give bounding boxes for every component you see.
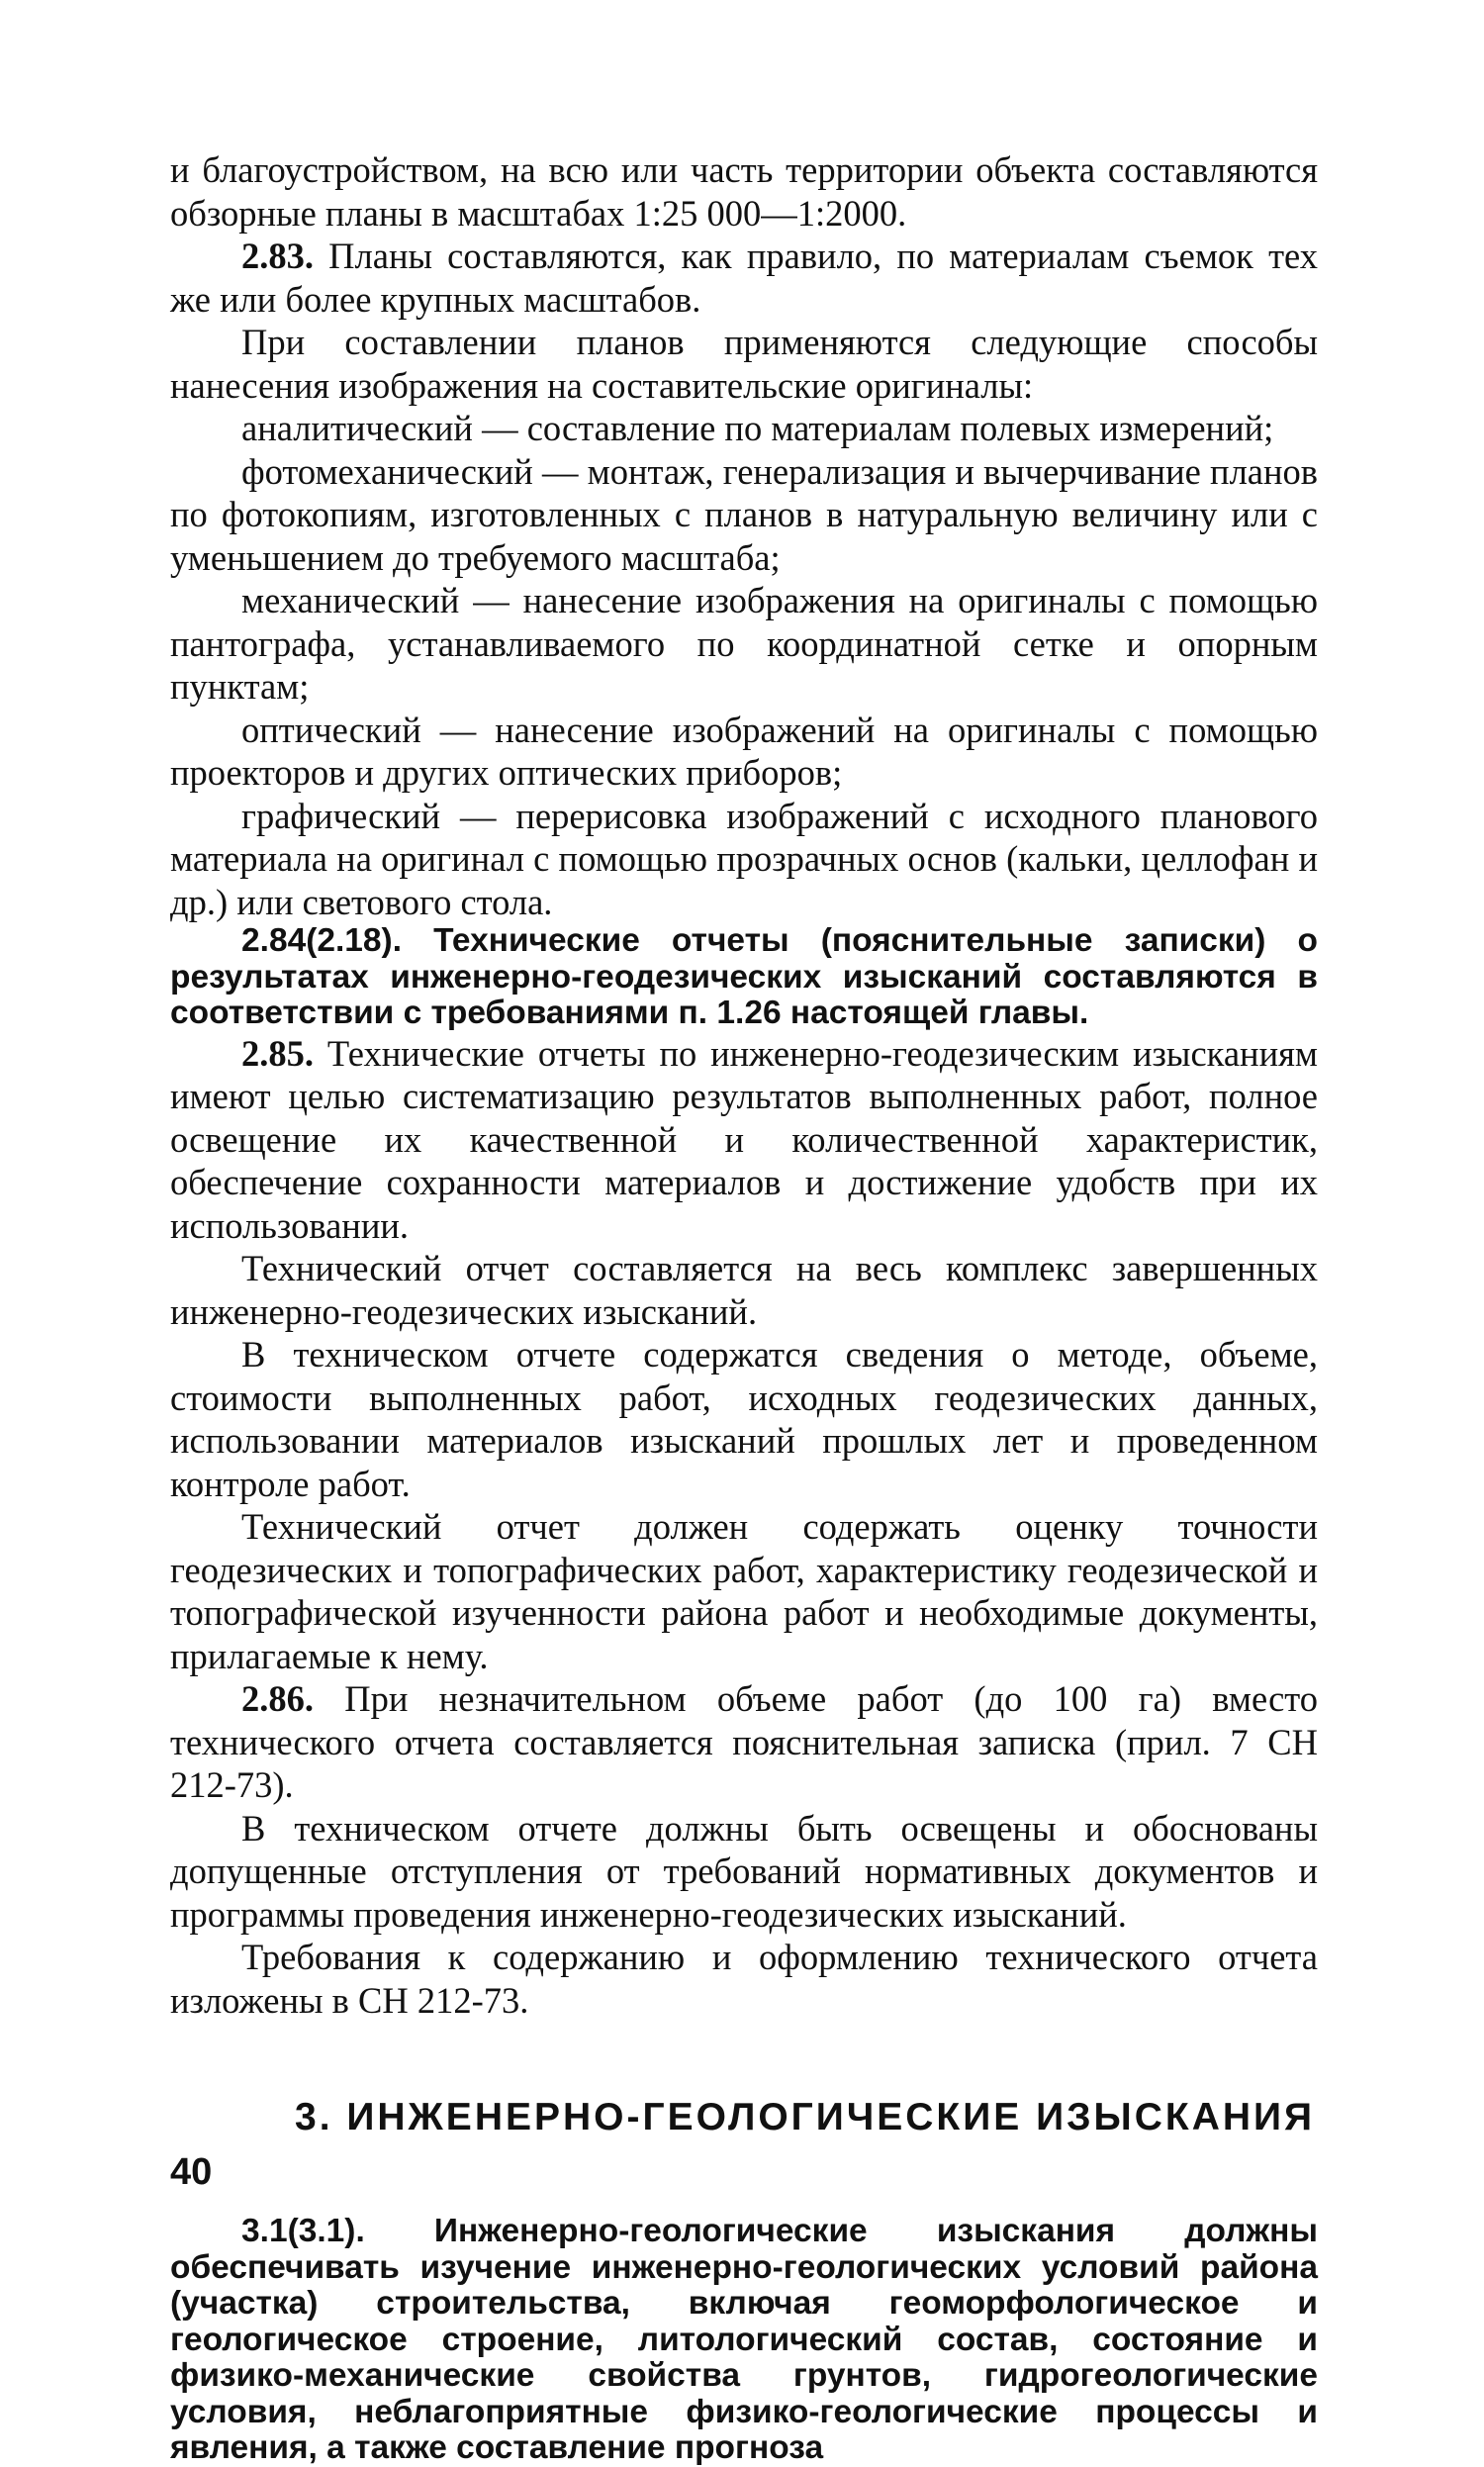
paragraph: В техническом отчете должны быть освещены и обоснованы допущенные отступления от требований нормативных документов и программы проведения инженерно-геодезических изысканий. (170, 1807, 1318, 1935)
paragraph: При составлении планов применяются следующие способы нанесения изображения на составительские оригиналы: (170, 322, 1318, 406)
paragraph: В техническом отчете содержатся сведения о методе, объеме, стоимости выполненных работ, исходных геодезических данных, использовании материалов изысканий прошлых лет и проведенном контроле работ. (170, 1334, 1318, 1504)
paragraph: и благоустройством, на всю или часть территории объекта составляются обзорные планы в масштабах 1:25 000—1:2000. (170, 149, 1318, 234)
page-number: 40 (170, 2151, 213, 2193)
paragraph: Технический отчет составляется на весь комплекс завершенных инженерно-геодезических изысканий. (170, 1248, 1318, 1332)
clause-number: 2.83. (241, 236, 314, 276)
paragraph: Требования к содержанию и оформлению технического отчета изложены в СН 212-73. (170, 1937, 1318, 2021)
paragraph: 2.85. Технические отчеты по инженерно-геодезическим изысканиям имеют целью систематизацию результатов выполненных работ, полное освещение их качественной и количественной характеристик, обеспечение сохранности материалов и достижение удобств при их использовании. (170, 1032, 1318, 1246)
paragraph: Технический отчет должен содержать оценку точности геодезических и топографических работ, характеристику геодезической и топографической изученности района работ и необходимые документы, прилагаемые к нему. (170, 1506, 1318, 1676)
paragraph: 2.86. При незначительном объеме работ (до 100 га) вместо технического отчета составляется пояснительная записка (прил. 7 СН 212-73). (170, 1678, 1318, 1805)
paragraph: аналитический — составление по материалам полевых измерений; (241, 408, 1274, 448)
clause-number: 2.85. (241, 1032, 314, 1074)
page-body (170, 148, 1318, 2467)
clause-number: 2.86. (241, 1678, 314, 1719)
paragraph: графический — перерисовка изображений с исходного планового материала на оригинал с помощью прозрачных основ (кальки, целлофан и др.) или светового стола. (170, 795, 1318, 922)
paragraph: оптический — нанесение изображений на оригиналы с помощью проекторов и других оптических приборов; (170, 709, 1318, 793)
paragraph: фотомеханический — монтаж, генерализация и вычерчивание планов по фотокопиям, изготовленных с планов в натуральную величину или с уменьшением до требуемого масштаба; (170, 450, 1318, 578)
bold-paragraph: 3.1(3.1). Инженерно-геологические изыскания должны обеспечивать изучение инженерно-геологических условий района (участка) строительства, включая геоморфологическое и геологическое строение, литологический состав, состояние и физико-механические свойства грунтов, гидрогеологические условия, неблагоприятные физико-геологические процессы и явления, а также составление прогноза (170, 2213, 1318, 2466)
section-heading: 3. ИНЖЕНЕРНО-ГЕОЛОГИЧЕСКИЕ ИЗЫСКАНИЯ (295, 2096, 1316, 2138)
paragraph: 2.83. Планы составляются, как правило, по материалам съемок тех же или более крупных масштабов. (170, 236, 1318, 320)
paragraph: механический — нанесение изображения на оригиналы с помощью пантографа, устанавливаемого по координатной сетке и опорным пунктам; (170, 580, 1318, 707)
bold-paragraph: 2.84(2.18). Технические отчеты (пояснительные записки) о результатах инженерно-геодезических изысканий составляются в соответствии с требованиями п. 1.26 настоящей главы. (170, 922, 1318, 1031)
